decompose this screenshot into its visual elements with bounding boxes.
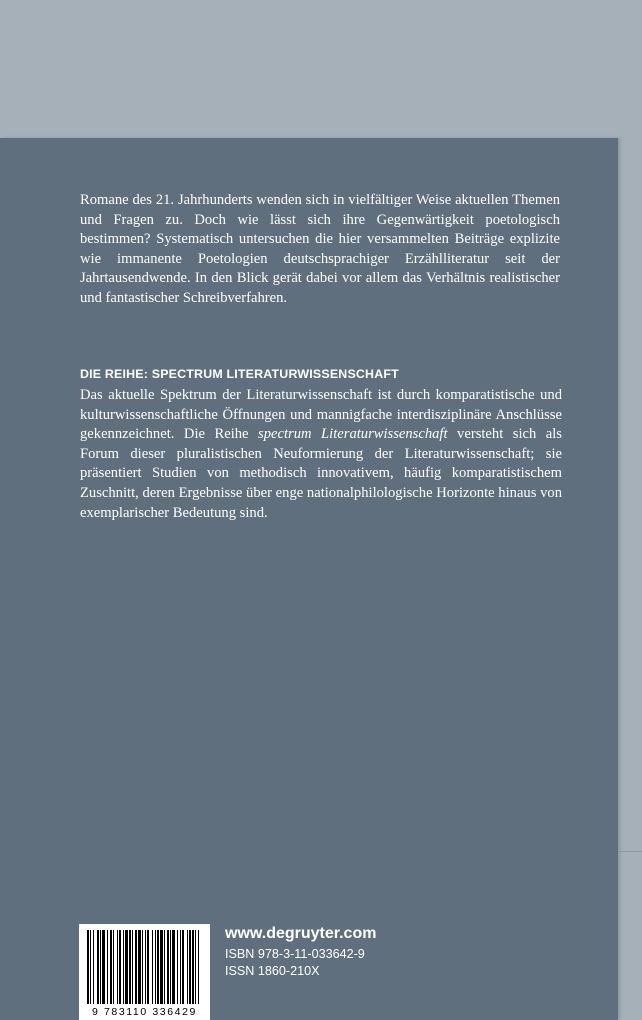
book-blurb: Romane des 21. Jahrhunderts wenden sich in vielfältiger Weise aktuellen Themen und Fragen zu. Doch wie lässt sich ihre Gegenwärtigkeit poetologisch bestimmen? Systematisch untersuchen die hier versammelten Beiträge explizite wie immanente Poetologien deutschsprachiger Erzählliteratur seit der Jahrtausendwende. In den Blick gerät dabei vor allem das Verhältnis realistischer und fantastischer Schreibverfahren.	[80, 192, 560, 306]
barcode-bar	[119, 930, 121, 1004]
barcode-bar	[180, 930, 181, 1004]
series-heading: DIE REIHE: SPECTRUM LITERATURWISSENSCHAFT	[80, 367, 399, 381]
barcode-bar	[117, 930, 118, 1004]
series-text-part2: versteht sich als Forum dieser pluralistischen Neuformierung der Literaturwissenschaft; sie präsentiert Studien von methodisch innovativem, häufig komparatistischem Zuschnitt, deren Ergebnisse über enge nationalphilologische Horizonte hinaus von exemplarischer Bedeutung sind.	[80, 426, 562, 521]
barcode-bar	[87, 930, 89, 1004]
barcode-bar	[97, 930, 99, 1004]
series-text-part1: Das aktuelle Spektrum der Literaturwissenschaft ist durch komparatistische und kulturwissenschaftliche Öffnungen und mannigfache interdisziplinäre Anschlüsse gekennzeichnet. Die Reihe	[80, 387, 562, 443]
barcode-bar	[129, 930, 131, 1004]
barcode-bar	[172, 930, 175, 1004]
barcode-bar	[198, 930, 199, 1004]
barcode-bar	[147, 930, 149, 1004]
barcode-bar	[135, 930, 137, 1004]
barcode-bar	[182, 930, 184, 1004]
barcode-bar	[195, 930, 196, 1004]
barcode-bar	[100, 930, 101, 1004]
isbn-number: ISBN 978-3-11-033642-9	[225, 947, 365, 961]
barcode-bar	[138, 930, 141, 1004]
series-description	[80, 386, 562, 523]
barcode-bar	[155, 930, 156, 1004]
barcode-bar	[90, 930, 91, 1004]
series-title-italic: spectrum Literaturwissenschaft	[258, 426, 448, 443]
barcode-bars	[87, 930, 202, 1004]
publisher-imprint	[225, 925, 376, 980]
barcode-bar	[160, 930, 163, 1004]
barcode-bar	[132, 930, 133, 1004]
barcode-bar	[177, 930, 178, 1004]
background-edge-line	[618, 851, 642, 852]
barcode-bar	[110, 930, 112, 1004]
isbn-barcode	[79, 924, 210, 1020]
barcode-bar	[164, 930, 165, 1004]
barcode-bar	[93, 930, 94, 1004]
barcode-bar	[167, 930, 169, 1004]
issn-number: ISSN 1860-210X	[225, 964, 320, 978]
barcode-bar	[102, 930, 105, 1004]
barcode-bar	[113, 930, 114, 1004]
barcode-bar	[157, 930, 159, 1004]
barcode-bar	[123, 930, 124, 1004]
barcode-bar	[189, 930, 191, 1004]
barcode-bar	[107, 930, 108, 1004]
barcode-digits: 9 783110 336429	[92, 1006, 197, 1018]
barcode-bar	[125, 930, 128, 1004]
barcode-bar	[145, 930, 146, 1004]
barcode-bar	[152, 930, 153, 1004]
barcode-bar	[187, 930, 188, 1004]
barcode-bar	[142, 930, 143, 1004]
barcode-bar	[192, 930, 194, 1004]
publisher-website: www.degruyter.com	[225, 925, 377, 942]
barcode-bar	[170, 930, 171, 1004]
